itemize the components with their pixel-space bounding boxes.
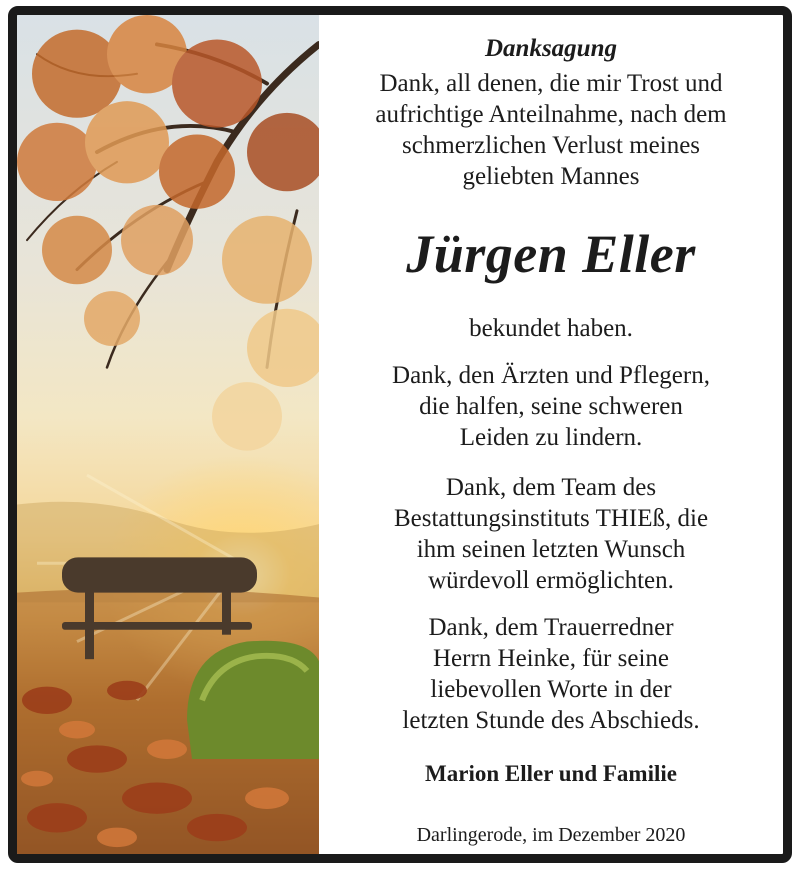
intro-line-1: Dank, all denen, die mir Trost und (379, 70, 723, 97)
team-line-2: Bestattungsinstituts THIEß, die (393, 505, 709, 532)
intro-line-2: aufrichtige Anteilnahme, nach dem (375, 101, 727, 128)
autumn-bench-icon (17, 15, 319, 854)
speaker-line-3: liebevollen Worte in der (430, 676, 672, 703)
speaker-line-1: Dank, dem Trauerredner (428, 614, 674, 641)
obituary-frame (8, 6, 792, 863)
intro-line-4: geliebten Mannes (462, 163, 640, 190)
team-line-1: Dank, dem Team des (445, 474, 657, 501)
speaker-line-2: Herrn Heinke, für seine (432, 645, 669, 672)
deceased-name: Jürgen Eller (406, 224, 696, 284)
team-line-3: ihm seinen letzten Wunsch (416, 536, 686, 563)
intro-line-3: schmerzlichen Verlust meines (401, 132, 701, 159)
obituary-text (319, 15, 783, 854)
doctors-line-2: die halfen, seine schweren (419, 393, 683, 420)
speaker-line-4: letzten Stunde des Abschieds. (402, 707, 700, 734)
after-name: bekundet haben. (469, 315, 633, 342)
autumn-bench-photo (17, 15, 319, 854)
place-date: Darlingerode, im Dezember 2020 (416, 824, 686, 846)
doctors-line-1: Dank, den Ärzten und Pflegern, (392, 362, 710, 389)
signature: Marion Eller und Familie (425, 761, 677, 786)
team-line-4: würdevoll ermöglichten. (428, 567, 674, 594)
doctors-line-3: Leiden zu lindern. (459, 424, 643, 451)
heading: Danksagung (485, 35, 617, 62)
